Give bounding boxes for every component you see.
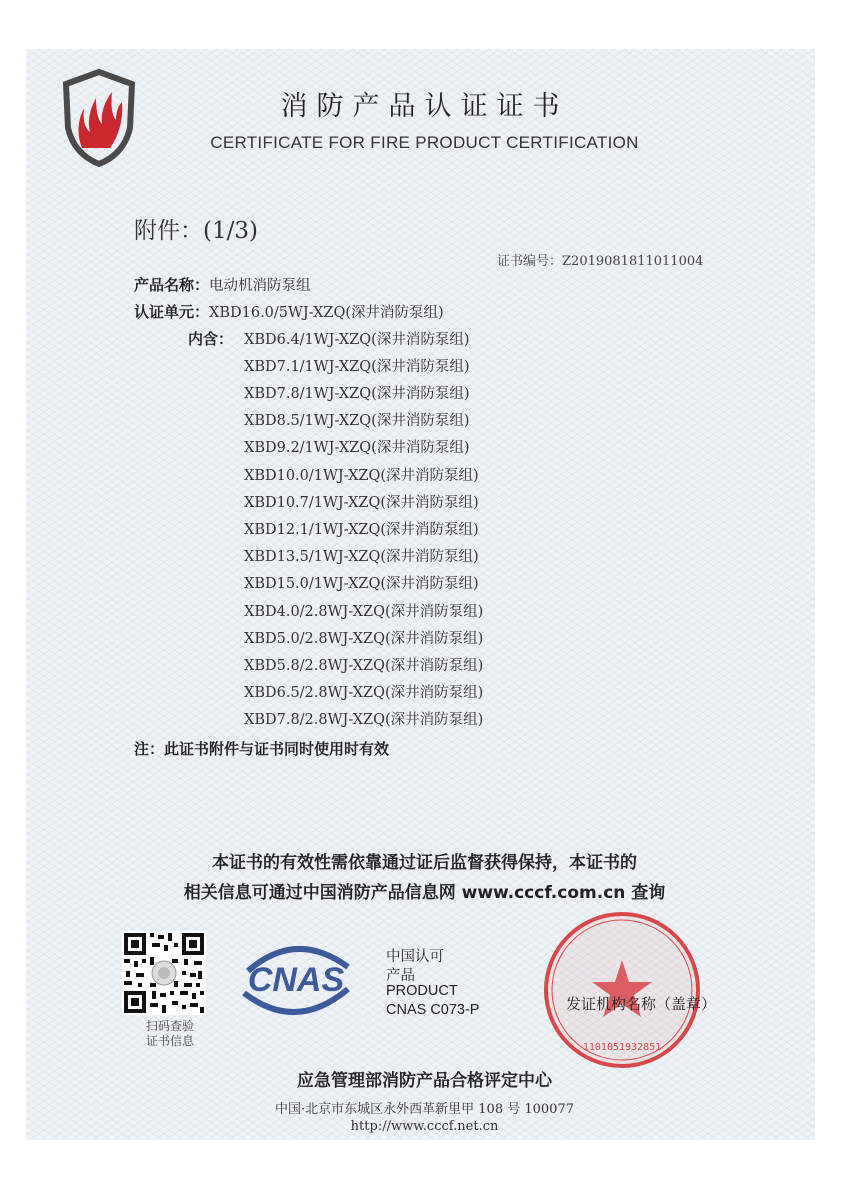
model-list-item: XBD7.1/1WJ-XZQ(深井消防泵组) [244, 359, 470, 375]
model-list-item: XBD12.1/1WJ-XZQ(深井消防泵组) [244, 522, 479, 538]
qr-caption [130, 1019, 210, 1049]
cert-unit-value: XBD16.0/5WJ-XZQ(深井消防泵组) [209, 305, 444, 321]
model-list-item: XBD5.0/2.8WJ-XZQ(深井消防泵组) [244, 631, 484, 647]
model-list-item: XBD4.0/2.8WJ-XZQ(深井消防泵组) [244, 604, 484, 620]
model-list-item: XBD5.8/2.8WJ-XZQ(深井消防泵组) [244, 658, 484, 674]
certificate-number [497, 250, 703, 269]
cert-unit-row [134, 301, 444, 322]
certificate-title: 消防产品认证证书 [280, 91, 569, 122]
cert-unit-label: 认证单元： [134, 303, 210, 321]
product-name-row [134, 274, 311, 295]
attachment-page: (1/3) [203, 218, 258, 244]
certificate-title-english: CERTIFICATE FOR FIRE PRODUCT CERTIFICATION [210, 133, 639, 152]
qr-code-icon[interactable] [122, 931, 206, 1015]
cnas-line1: 中国认可 [386, 949, 444, 965]
qr-caption-line1: 扫码查验 [145, 1019, 194, 1033]
model-list-item: XBD6.4/1WJ-XZQ(深井消防泵组) [244, 332, 470, 348]
cnas-line4: CNAS C073-P [386, 1002, 480, 1018]
qr-caption-line2: 证书信息 [145, 1034, 194, 1048]
validity-statement-line1: 本证书的有效性需依靠通过证后监督获得保持，本证书的 [212, 853, 637, 873]
model-list-item: XBD7.8/2.8WJ-XZQ(深井消防泵组) [244, 712, 484, 728]
cert-number-value: Z2019081811011004 [562, 254, 704, 269]
attachment-label: 附件： [134, 218, 203, 244]
cnas-line3: PRODUCT [386, 983, 458, 999]
model-list-item: XBD10.0/1WJ-XZQ(深井消防泵组) [244, 468, 479, 484]
model-list-item: XBD9.2/1WJ-XZQ(深井消防泵组) [244, 440, 470, 456]
issuing-organization: 应急管理部消防产品合格评定中心 [297, 1071, 552, 1091]
model-list-item: XBD10.7/1WJ-XZQ(深井消防泵组) [244, 495, 479, 511]
cert-number-label: 证书编号： [497, 254, 563, 269]
cnas-line2: 产品 [386, 968, 415, 984]
includes-label: 内含： [188, 330, 234, 348]
product-name-value: 电动机消防泵组 [209, 278, 311, 294]
model-list-item: XBD7.8/1WJ-XZQ(深井消防泵组) [244, 386, 470, 402]
validity-statement-line2: 相关信息可通过中国消防产品信息网 www.cccf.com.cn 查询 [183, 883, 666, 903]
model-list-item: XBD15.0/1WJ-XZQ(深井消防泵组) [244, 576, 479, 592]
official-seal-icon [540, 908, 704, 1072]
organization-address: 中国·北京市东城区永外西革新里甲 108 号 100077 [275, 1102, 574, 1117]
attachment-heading [134, 212, 258, 245]
issuer-caption: 发证机构名称（盖章） [566, 995, 717, 1013]
cnas-logo [232, 935, 360, 1023]
model-list-item: XBD8.5/1WJ-XZQ(深井消防泵组) [244, 413, 470, 429]
seal-number: 1101051932851 [582, 1042, 662, 1053]
cnas-logo-text: CNAS [247, 961, 345, 999]
product-name-label: 产品名称： [134, 276, 210, 294]
model-list-item: XBD6.5/2.8WJ-XZQ(深井消防泵组) [244, 685, 484, 701]
attachment-note: 注：此证书附件与证书同时使用时有效 [134, 740, 390, 758]
model-list-item: XBD13.5/1WJ-XZQ(深井消防泵组) [244, 549, 479, 565]
organization-url[interactable]: http://www.cccf.net.cn [350, 1119, 499, 1134]
